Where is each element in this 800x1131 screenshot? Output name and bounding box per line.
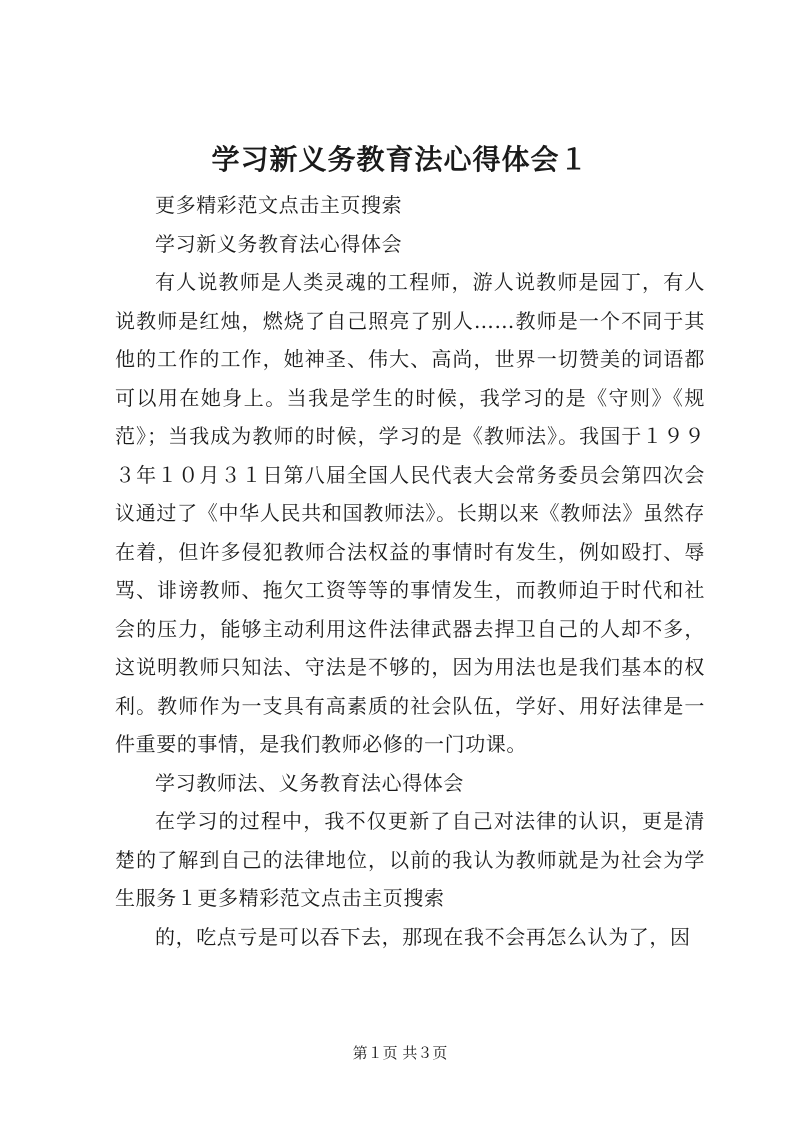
document-body: [115, 186, 705, 956]
body-paragraph: 的，吃点亏是可以吞下去，那现在我不会再怎么认为了，因: [155, 924, 691, 949]
section-heading: 学习教师法、义务教育法心得体会: [155, 770, 464, 795]
page-number-footer: 第１页 共３页: [352, 1044, 448, 1062]
document-title: 学习新义务教育法心得体会１: [211, 143, 589, 176]
section-heading: 学习新义务教育法心得体会: [155, 231, 403, 256]
promo-line: 更多精彩范文点击主页搜索: [155, 193, 403, 217]
body-paragraph: 有人说教师是人类灵魂的工程师，游人说教师是园丁，有人说教师是红烛，燃烧了自己照亮了别人……教师是一个不同于其他的工作的工作，她神圣、伟大、高尚，世界一切赞美的词语都可以用在她身上。当我是学生的时候，我学习的是《守则》《规范》；当我成为教师的时候，学习的是《教师法》。我国于１９９３年１０月３１日第八届全国人民代表大会常务委员会第四次会议通过了《中华人民共和国教师法》。长期以来《教师法》虽然存在着，但许多侵犯教师合法权益的事情时有发生，例如殴打、辱骂、诽谤教师、拖欠工资等等的事情发生，而教师迫于时代和社会的压力，能够主动利用这件法律武器去捍卫自己的人却不多，这说明教师只知法、守法是不够的，因为用法也是我们基本的权利。教师作为一支具有高素质的社会队伍，学好、用好法律是一件重要的事情，是我们教师必修的一门功课。: [115, 270, 705, 756]
body-paragraph: 在学习的过程中，我不仅更新了自己对法律的认识，更是清楚的了解到自己的法律地位，以前的我认为教师就是为社会为学生服务１更多精彩范文点击主页搜索: [115, 809, 705, 910]
